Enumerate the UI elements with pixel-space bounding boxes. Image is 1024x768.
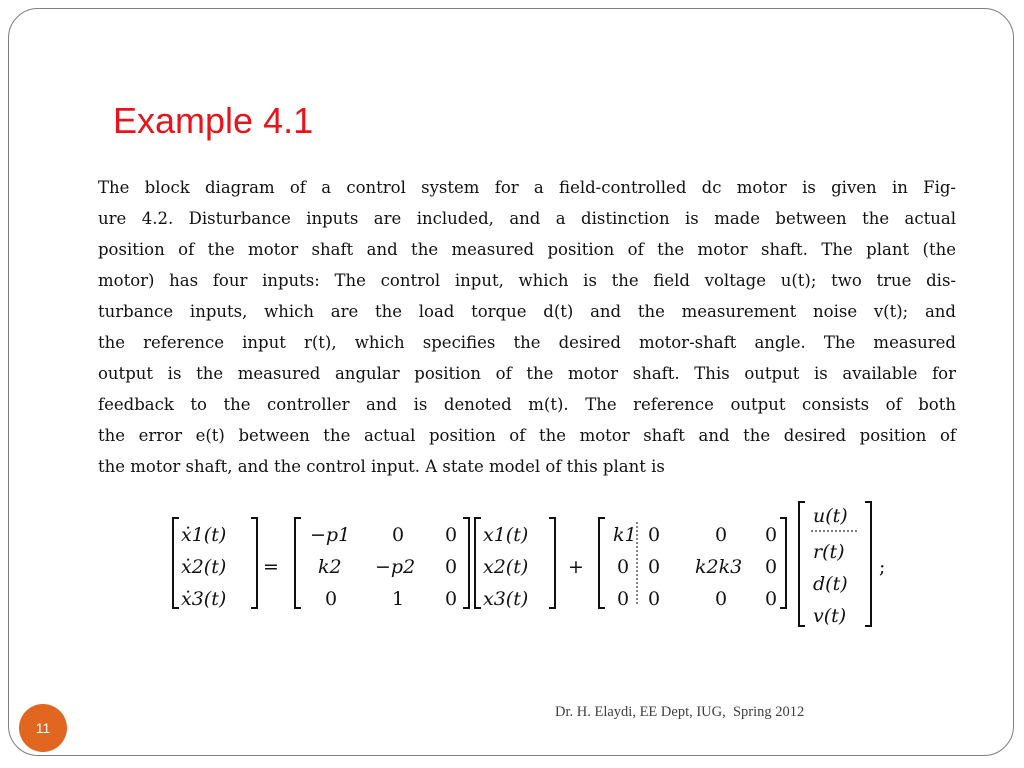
u-right-bracket: [865, 502, 871, 626]
B-entry: 0: [765, 588, 778, 610]
B-entry: 0: [715, 524, 728, 546]
paragraph-line: the reference input r(t), which specifies the desired motor-shaft angle. The measured: [98, 333, 956, 352]
lhs-right-bracket: [251, 518, 257, 608]
B-entry: 0: [765, 556, 778, 578]
paragraph-line: output is the measured angular position of the motor shaft. This output is available for: [98, 364, 956, 383]
paragraph-line: the motor shaft, and the control input. A state model of this plant is: [98, 457, 665, 476]
state-model-equation: [165, 498, 895, 638]
plus-sign: +: [568, 556, 584, 578]
B-right-bracket: [780, 518, 786, 608]
paragraph-line: position of the motor shaft and the measured position of the motor shaft. The plant (the: [98, 240, 956, 259]
equals-sign: =: [263, 556, 279, 578]
paragraph-line: ure 4.2. Disturbance inputs are included, and a distinction is made between the actual: [98, 209, 956, 228]
lhs-left-bracket: [173, 518, 179, 608]
paragraph-line: turbance inputs, which are the load torque d(t) and the measurement noise v(t); and: [98, 302, 956, 321]
x-entry: x1(t): [483, 524, 529, 546]
x-entry: x2(t): [483, 556, 529, 578]
A-entry: −p2: [375, 556, 416, 578]
footer-credit: Dr. H. Elaydi, EE Dept, IUG, Spring 2012: [555, 704, 805, 720]
B-left-bracket: [599, 518, 605, 608]
page-number: 11: [35, 720, 51, 736]
A-right-bracket: [463, 518, 469, 608]
paragraph-line: The block diagram of a control system for a field-controlled dc motor is given in Fig-: [98, 178, 956, 197]
x-right-bracket: [549, 518, 555, 608]
paragraph-line: motor) has four inputs: The control input, which is the field voltage u(t); two true dis-: [98, 271, 956, 290]
u-entry: r(t): [813, 541, 845, 563]
B-entry: 0: [617, 556, 630, 578]
page-number-badge: [19, 704, 67, 752]
lhs-entry: ẋ3(t): [181, 588, 227, 610]
x-entry: x3(t): [483, 588, 529, 610]
x-left-bracket: [475, 518, 481, 608]
B-entry: 0: [715, 588, 728, 610]
A-entry: k2: [318, 556, 342, 578]
B-entry: 0: [648, 588, 661, 610]
lhs-entry: ẋ1(t): [181, 524, 227, 546]
u-entry: v(t): [813, 605, 847, 627]
u-left-bracket: [799, 502, 805, 626]
A-entry: 0: [445, 556, 458, 578]
B-entry: 0: [648, 556, 661, 578]
paragraph-line: feedback to the controller and is denoted m(t). The reference output consists of both: [98, 395, 956, 414]
B-entry: 0: [617, 588, 630, 610]
equation-svg: [165, 498, 895, 638]
u-entry: u(t): [813, 505, 848, 527]
A-entry: 0: [392, 524, 405, 546]
paragraph-line: the error e(t) between the actual position of the motor shaft and the desired position of: [98, 426, 956, 445]
B-entry: 0: [765, 524, 778, 546]
problem-paragraph: [98, 172, 956, 482]
B-entry: k2k3: [695, 556, 743, 578]
slide-title: Example 4.1: [113, 100, 314, 141]
A-entry: 1: [392, 588, 405, 610]
A-entry: 0: [445, 588, 458, 610]
u-entry: d(t): [813, 573, 848, 595]
A-entry: −p1: [310, 524, 351, 546]
A-entry: 0: [325, 588, 338, 610]
B-entry: 0: [648, 524, 661, 546]
B-entry: k1: [613, 524, 637, 546]
A-entry: 0: [445, 524, 458, 546]
lhs-entry: ẋ2(t): [181, 556, 227, 578]
equation-terminator: ;: [879, 556, 886, 578]
A-left-bracket: [295, 518, 301, 608]
